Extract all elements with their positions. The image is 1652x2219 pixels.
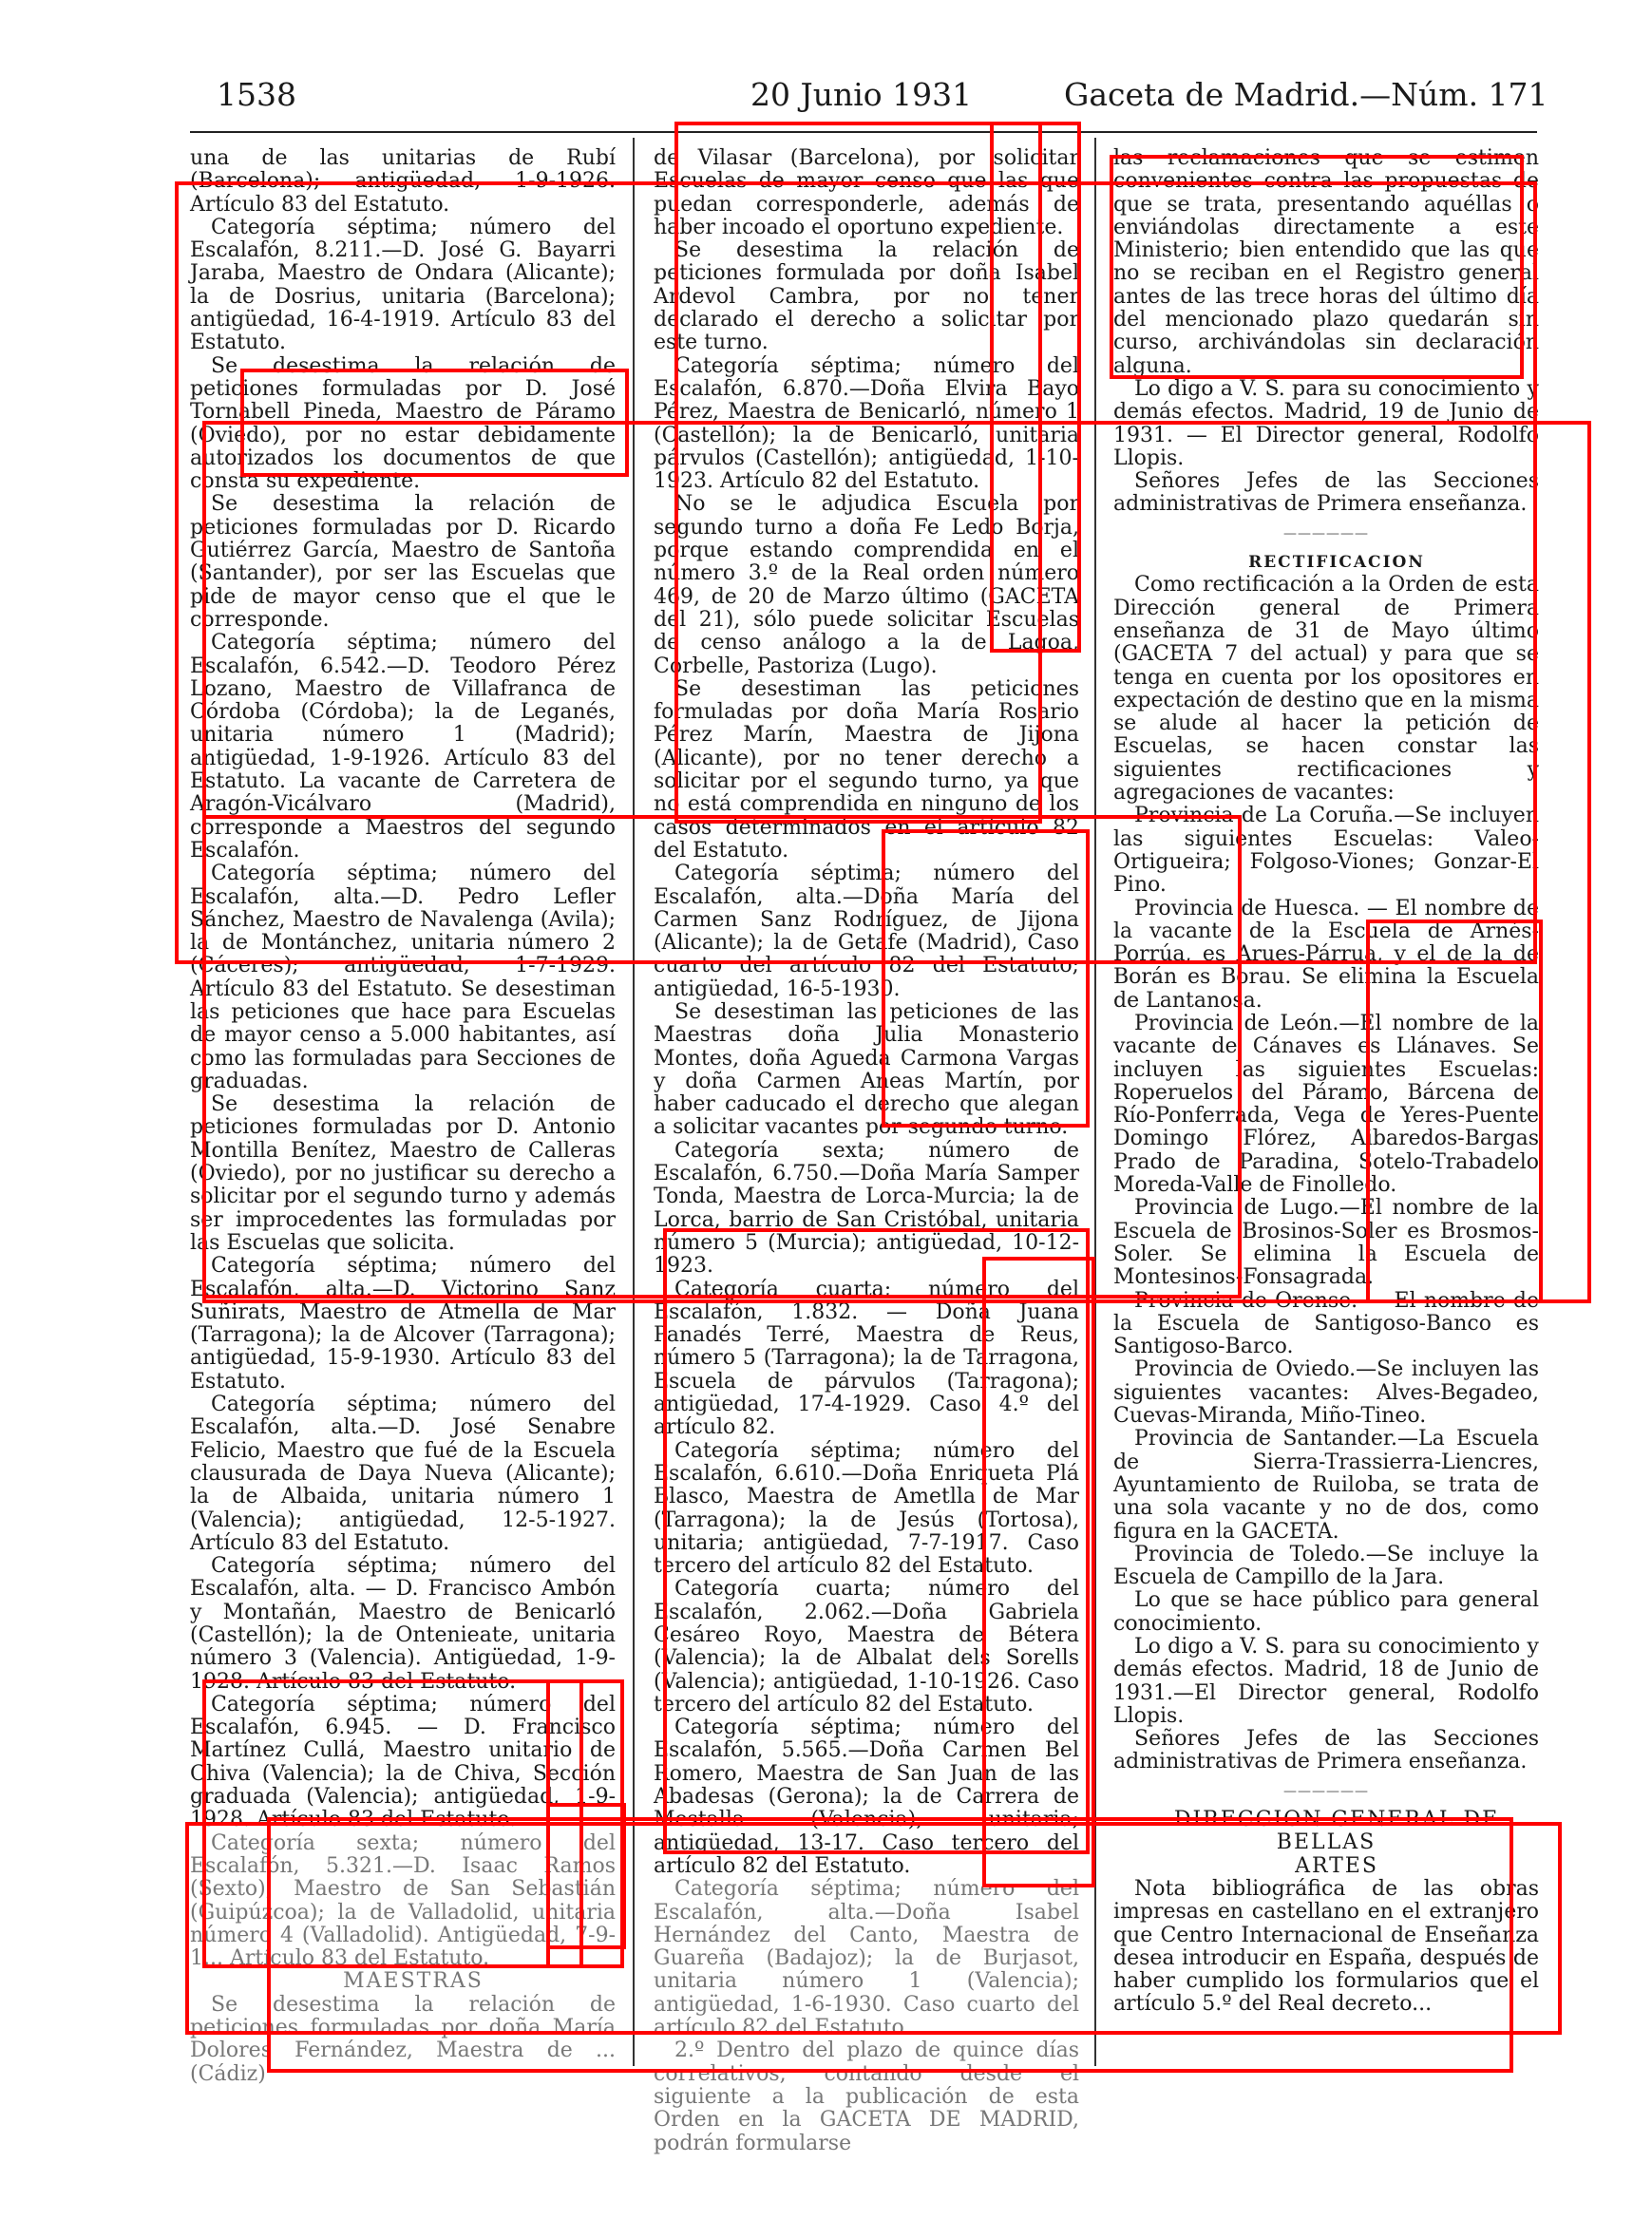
paragraph: Categoría séptima; número del Escalafón, 6.945. — D. Francisco Martínez Cullá, Maestro unitario de Chiva (Valencia); la de Chiva, Sección graduada (Valencia); antigüedad, 1-9-1928. Artículo 83 del Estatuto. xyxy=(190,1692,616,1832)
paragraph: Categoría séptima; número del Escalafón, alta.—Doña María del Carmen Sanz Rodríguez, de Jijona (Alicante); la de Getafe (Madrid), Caso cuarto del artículo 82 del Estatuto; antigüedad, 16-5-1930. xyxy=(654,862,1079,1001)
column-3 xyxy=(1113,147,1539,2057)
paragraph: Como rectificación a la Orden de esta Dirección general de Primera enseñanza de 31 de Mayo último (GACETA 7 del actual) y para que se tenga en cuenta por los opositores en expectación de destino que en la misma se alude al hacer la petición de Escuelas, se hacen constar las siguientes rectificaciones y agregaciones de vacantes: xyxy=(1113,573,1539,806)
issue-date: 20 Junio 1931 xyxy=(750,76,973,113)
direccion-heading: DIRECCION GENERAL DE BELLAS xyxy=(1173,1808,1500,1855)
paragraph: Se desestima la relación de peticiones formuladas por doña María Dolores Fernández, Maestra de ... (Cádiz) xyxy=(190,1992,616,2086)
paragraph: Se desestima la relación de peticiones formulada por doña Isabel Ardevol Cambra, por no tener declarado el derecho a solicitar por este turno. xyxy=(654,238,1079,355)
paragraph: Lo digo a V. S. para su conocimiento y demás efectos. Madrid, 18 de Junio de 1931.—El Director general, Rodolfo Llopis. xyxy=(1113,1635,1539,1728)
paragraph: No se le adjudica Escuela por segundo turno a doña Fe Ledo Borja, porque estando comprendida en el número 3.º de la Real orden número 469, de 20 de Marzo último (GACETA del 21), sólo puede solicitar Escuelas de censo análogo a la de Lagoa, Corbelle, Pastoriza (Lugo). xyxy=(654,492,1079,678)
paragraph: Provincia de Lugo.—El nombre de la Escuela de Brosinos-Soler es Brosmos-Soler. Se elimina la Escuela de Montesinos-Fonsagrada. xyxy=(1113,1196,1539,1290)
paragraph: Categoría séptima; número del Escalafón, alta. — D. Francisco Ambón y Montañán, Maestro de Benicarló (Castellón); la de Ontenieate, unitaria número 3 (Valencia). Antigüedad, 1-9-1928. Artículo 83 del Estatuto. xyxy=(190,1554,616,1694)
paragraph: las reclamaciones que se estimen convenientes contra las propuestas de que se trata, presentando aquéllas o enviándolas directamente a este Ministerio; bien entendido que las que no se reciban en el Registro general antes de las trece horas del último día del mencionado plazo quedarán sin curso, archivándolas sin declaración alguna. xyxy=(1113,146,1539,378)
paragraph: Provincia de Toledo.—Se incluye la Escuela de Campillo de la Jara. xyxy=(1113,1542,1539,1590)
direccion-heading-line-2: ARTES xyxy=(1295,1853,1378,1878)
column-2 xyxy=(654,146,1079,2155)
paragraph: Se desestima la relación de peticiones formuladas por D. Ricardo Gutiérrez García, Maestro de Santoña (Santander), por ser las Escuelas que pide de mayor censo que el que le corresponde. xyxy=(190,492,616,632)
paragraph: Provincia de Huesca. — El nombre de la vacante de la Escuela de Arnés-Porrúa, es Arues-Párrua, y el de la de Borán es Borau. Se elimina la Escuela de Lantanosa. xyxy=(1113,896,1539,1013)
addressee: Señores Jefes de las Secciones administrativas de Primera enseñanza. xyxy=(1113,1727,1539,1774)
paragraph: Categoría séptima; número del Escalafón, alta.—Doña Isabel Hernández del Canto, Maestra de Guareña (Badajoz); la de Burjasot, unitaria número 1 (Valencia); antigüedad, 1-6-1930. Caso cuarto del artículo 82 del Estatuto. xyxy=(654,1877,1079,2040)
column-divider xyxy=(1094,138,1096,2066)
paragraph: Categoría cuarta; número del Escalafón, 2.062.—Doña Gabriela Cesáreo Royo, Maestra de Bétera (Valencia); la de Albalat dels Sorells (Valencia); antigüedad, 1-10-1926. Caso tercero del artículo 82 del Estatuto. xyxy=(654,1577,1079,1716)
paragraph: Nota bibliográfica de las obras impresas en castellano en el extranjero que Centro Internacional de Enseñanza desea introducir en España, después de haber cumplido los formularios que el artículo 5.º del Real decreto... xyxy=(1113,1876,1539,2017)
paragraph: Categoría séptima; número del Escalafón, 5.565.—Doña Carmen Bel Romero, Maestra de San Juan de las Abadesas (Gerona); la de Carrera de Mestalla (Valencia), unitaria; antigüedad, 13-17. Caso tercero del artículo 82 del Estatuto. xyxy=(654,1716,1079,1878)
paragraph: Se desestiman las peticiones de las Maestras doña Julia Monasterio Montes, doña Agueda Carmona Vargas y doña Carmen Aneas Martín, por haber caducado el derecho que alegan a solicitar vacantes por segundo turno. xyxy=(654,999,1079,1140)
paragraph: Se desestima la relación de peticiones formuladas por D. José Tornabell Pineda, Maestro de Páramo (Oviedo), por no estar debidamente autorizados los documentos de que consta su expediente. xyxy=(190,353,616,494)
addressee: Señores Jefes de las Secciones administrativas de Primera enseñanza. xyxy=(1113,469,1539,517)
paragraph: Provincia de Orense. — El nombre de la Escuela de Santigoso-Banco es Santigoso-Barco. xyxy=(1113,1288,1539,1359)
section-divider: —————— xyxy=(1283,525,1369,541)
paragraph: Se desestima la relación de peticiones formuladas por D. Antonio Montilla Benítez, Maestro de Calleras (Oviedo), por no justificar su derecho a solicitar por el segundo turno y además ser improcedentes las formuladas por las Escuelas que solicita. xyxy=(190,1092,616,1255)
paragraph: Categoría séptima; número del Escalafón, alta.—D. José Senabre Felicio, Maestro que fué de la Escuela clausurada de Daya Nueva (Alicante); la de Albaida, unitaria número 1 (Valencia); antigüedad, 12-5-1927. Artículo 83 del Estatuto. xyxy=(190,1393,616,1555)
paragraph: Categoría séptima; número del Escalafón, alta.—D. Pedro Lefler Sánchez, Maestro de Navalenga (Avila); la de Montánchez, unitaria número 2 (Cáceres); antigüedad, 1-7-1929. Artículo 83 del Estatuto. Se desestiman las peticiones que hace para Escuelas de mayor censo a 5.000 habitantes, así como las formuladas para Secciones de graduadas. xyxy=(190,862,616,1093)
page-number: 1538 xyxy=(217,76,296,113)
paragraph: Categoría séptima; número del Escalafón, 8.211.—D. José G. Bayarri Jaraba, Maestro de Ondara (Alicante); la de Dosrius, unitaria (Barcelona); antigüedad, 16-4-1919. Artículo 83 del Estatuto. xyxy=(190,215,616,355)
paragraph: una de las unitarias de Rubí (Barcelona); antigüedad, 1-9-1926. Artículo 83 del Estatuto. xyxy=(190,146,616,217)
paragraph: Categoría séptima; número del Escalafón, 6.870.—Doña Elvira Bayo Pérez, Maestra de Benicarló, número 1 (Castellón); la de Benicarló, unitaria párvulos (Castellón); antigüedad, 1-10-1923. Artículo 82 del Estatuto. xyxy=(654,353,1079,494)
paragraph: de Vilasar (Barcelona), por solicitar Escuelas de mayor censo que las que puedan corresponderle, además de haber incoado el oportuno expediente. xyxy=(654,146,1079,239)
paragraph: Categoría séptima; número del Escalafón, 6.610.—Doña Enriqueta Plá Blasco, Maestra de Ametlla de Mar (Tarragona); la de Jesús (Tortosa), unitaria; antigüedad, 7-7-1917. Caso tercero del artículo 82 del Estatuto. xyxy=(654,1438,1079,1579)
paragraph: Lo que se hace público para general conocimiento. xyxy=(1113,1588,1539,1636)
paragraph: Provincia de Oviedo.—Se incluyen las siguientes vacantes: Alves-Begadeo, Cuevas-Miranda, Miño-Tineo. xyxy=(1113,1357,1539,1429)
paragraph: Categoría cuarta; número del Escalafón, 1.832. — Doña Juana Panadés Terré, Maestra de Reus, número 5 (Tarragona); la de Tarragona, Escuela de párvulos (Tarragona); antigüedad, 17-4-1929. Caso 4.º del artículo 82. xyxy=(654,1277,1079,1440)
paragraph: Lo digo a V. S. para su conocimiento y demás efectos. Madrid, 19 de Junio de 1931. — El Director general, Rodolfo Llopis. xyxy=(1113,376,1539,470)
paragraph: Categoría séptima; número del Escalafón, 6.542.—D. Teodoro Pérez Lozano, Maestro de Villafranca de Córdoba (Córdoba); la de Leganés, unitaria número 1 (Madrid); antigüedad, 1-9-1926. Artículo 83 del Estatuto. La vacante de Carretera de Aragón-Vicálvaro (Madrid), corresponde a Maestros del segundo Escalafón. xyxy=(190,631,616,863)
column-1 xyxy=(190,146,616,2086)
paragraph: Categoría sexta; número del Escalafón, 5.321.—D. Isaac Ramos (Sexto), Maestro de San Sebastián (Guipúzcoa); la de Valladolid, unitaria número 4 (Valladolid). Antigüedad, 7-9-1... Artículo 83 del Estatuto. xyxy=(190,1830,616,1971)
rectificacion-heading: RECTIFICACION xyxy=(1248,553,1425,573)
column-divider xyxy=(633,138,635,2066)
paragraph: 2.º Dentro del plazo de quince días correlativos, contando desde el siguiente a la publicación de esta Orden en la GACETA DE MADRID, podrán formularse xyxy=(654,2039,1079,2155)
section-heading: MAESTRAS xyxy=(343,1969,484,1994)
section-divider: —————— xyxy=(1283,1783,1369,1799)
paragraph: Provincia de La Coruña.—Se incluyen las siguientes Escuelas: Valeo-Ortigueira; Folgoso-Viones; Gonzar-El Pino. xyxy=(1113,804,1539,898)
paragraph: Categoría sexta; número de Escalafón, 6.750.—Doña María Samper Tonda, Maestra de Lorca-Murcia; la de Lorca, barrio de San Cristóbal, unitaria número 5 (Murcia); antigüedad, 10-12-1923. xyxy=(654,1138,1079,1279)
paragraph: Se desestiman las peticiones formuladas por doña María Rosario Pérez Marín, Maestra de Jijona (Alicante), por no tener derecho a solicitar por el segundo turno, ya que no está comprendida en ninguno de los casos determinados en el artículo 82 del Estatuto. xyxy=(654,676,1079,863)
paragraph: Provincia de Santander.—La Escuela de Sierra-Trassierra-Liencres, Ayuntamiento de Ruiloba, se trata de una sola vacante y no de dos, como figura en la GACETA. xyxy=(1113,1427,1539,1544)
paragraph: Categoría séptima; número del Escalafón, alta.—D. Victorino Sanz Suñirats, Maestro de Atmella de Mar (Tarragona); la de Alcover (Tarragona); antigüedad, 15-9-1930. Artículo 83 del Estatuto. xyxy=(190,1254,616,1394)
publication-title: Gaceta de Madrid.—Núm. 171 xyxy=(1064,76,1548,113)
header-rule xyxy=(190,131,1537,133)
paragraph: Provincia de León.—El nombre de la vacante de Cánaves es Llánaves. Se incluyen las siguientes Escuelas: Roperuelos del Páramo, Bárcena de Río-Ponferrada, Vega de Yeres-Puente Domingo Flórez, Aibaredos-Bargas Prado de Paradina, Sotelo-Trabadelo Moreda-Valle de Finolledo. xyxy=(1113,1011,1539,1198)
